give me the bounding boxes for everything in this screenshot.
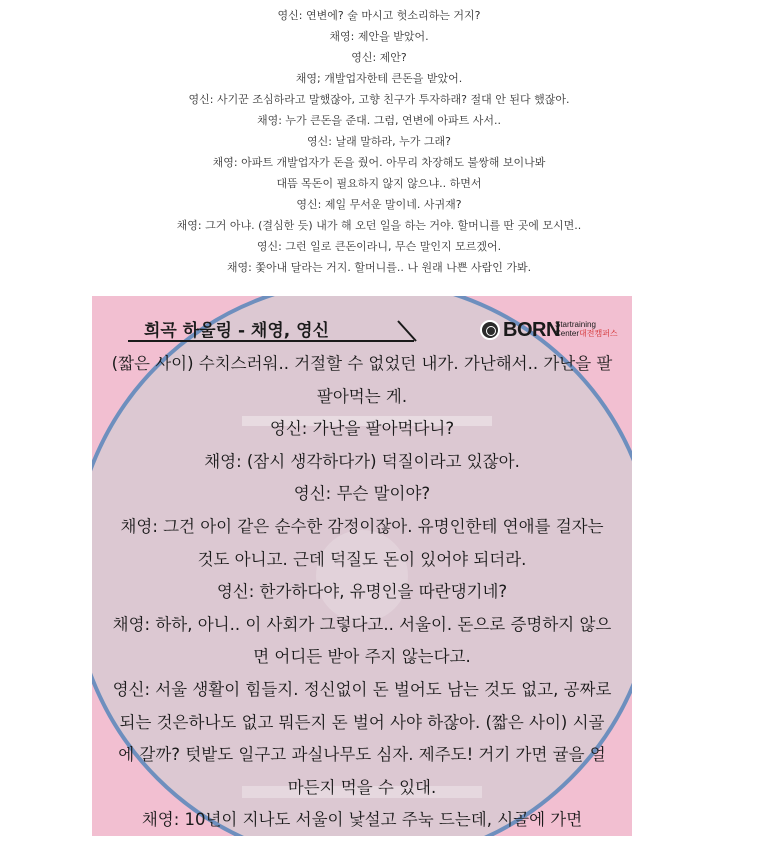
dialogue-line: 영신: 제일 무서운 말이네. 사귀재? — [296, 198, 462, 211]
script-line: 영신: 무슨 말이야? — [293, 484, 431, 504]
seal-icon — [480, 320, 500, 340]
script-line: 채영: 10년이 지나도 서울이 낯설고 주눅 드는데, 시골에 가면 — [141, 810, 583, 830]
script-line: 영신: 서울 생활이 힘들지. 정신없이 돈 벌어도 남는 것도 없고, 공짜로 — [112, 679, 612, 699]
script-line: 영신: 한가하다야, 유명인을 따란댕기네? — [216, 582, 508, 602]
logo-subtext — [555, 320, 618, 338]
logo-line-1: Startraining — [555, 320, 596, 329]
dialogue-line: 채영: 그거 아냐. (결심한 듯) 내가 해 오던 일을 하는 거야. 할머니를 딴 곳에 모시면.. — [176, 219, 582, 232]
dialogue-line: 채영: 쫓아내 달라는 거지. 할머니를.. 나 원래 나쁜 사람인 가봐. — [226, 261, 532, 274]
dialogue-line: 채영: 제안을 받았어. — [329, 30, 429, 43]
script-line: 마든지 먹을 수 있대. — [287, 777, 437, 797]
logo-line-2: Center — [555, 329, 580, 338]
card-title: 희곡 하울링 - 채영, 영신 — [144, 321, 329, 341]
script-line: (짧은 사이) 수치스러워.. 거절할 수 없었던 내가. 가난해서.. 가난을 팔 — [111, 354, 613, 373]
dialogue-line: 채영: 아파트 개발업자가 돈을 줬어. 아무리 차장해도 불쌍해 보이나봐 — [212, 156, 546, 169]
script-line: 채영: 그건 아이 같은 순수한 감정이잖아. 유명인한테 연애를 걸자는 — [120, 516, 604, 536]
script-line: 채영: (잠시 생각하다가) 덕질이라고 있잖아. — [204, 451, 520, 471]
dialogue-line: 채영: 누가 큰돈을 준대. 그럼, 연변에 아파트 사서.. — [256, 114, 502, 127]
script-line: 되는 것은하나도 없고 뭐든지 돈 벌어 사야 하잖아. (짧은 사이) 시골 — [119, 712, 605, 732]
script-line: 면 어디든 받아 주지 않는다고. — [253, 647, 471, 667]
script-image-card — [92, 296, 632, 836]
dialogue-line: 영신: 그런 일로 큰돈이라니, 무슨 말인지 모르겠어. — [256, 240, 502, 253]
dialogue-line: 영신: 제안? — [351, 51, 407, 64]
script-line: 에 갈까? 텃밭도 일구고 과실나무도 심자. 제주도! 거기 가면 귤을 얼 — [118, 745, 606, 765]
dialogue-line: 영신: 연변에? 술 마시고 헛소리하는 거지? — [277, 9, 481, 22]
dialogue-line: 영신: 날래 말하라, 누가 그래? — [307, 135, 451, 148]
card-header — [92, 314, 632, 350]
script-line: 것도 아니고. 근데 덕질도 돈이 있어야 되더라. — [197, 549, 527, 569]
script-line: 채영: 하하, 아니.. 이 사회가 그렇다고.. 서울이. 돈으로 증명하지 않으 — [112, 614, 612, 634]
script-line: 팔아먹는 게. — [316, 386, 408, 406]
dialogue-line: 채영; 개발업자한테 큰돈을 받았어. — [295, 72, 463, 85]
dialogue-line: 대뜸 목돈이 필요하지 않지 않으냐.. 하면서 — [276, 177, 482, 190]
dialogue-line: 영신: 사기꾼 조심하라고 말했잖아, 고향 친구가 투자하래? 절대 안 된다 했잖아. — [188, 93, 570, 106]
script-line: 영신: 가난을 팔아먹다니? — [269, 419, 455, 439]
dialogue-text-block — [0, 5, 758, 278]
logo-campus: 대전캠퍼스 — [579, 329, 618, 338]
born-logo — [480, 318, 630, 344]
script-text — [92, 348, 632, 836]
logo-wordmark: BORN — [503, 319, 560, 341]
